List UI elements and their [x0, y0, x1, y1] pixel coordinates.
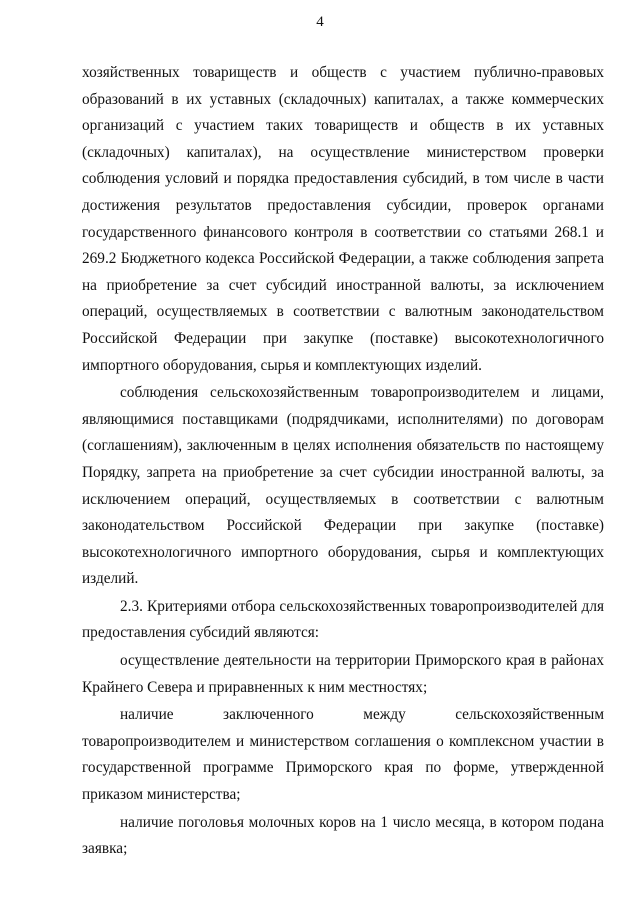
document-body [82, 60, 604, 863]
page-number: 4 [316, 14, 324, 30]
paragraph-2: соблюдения сельскохозяйственным товаропроизводителем и лицами, являющимися поставщиками (подрядчиками, исполнителями) по договорам (соглашениям), заключенным в целях исполнения обязательств по настоящему Порядку, запрета на приобретение за счет субсидии иностранной валюты, за исключением операций, осуществляемых в соответствии с валютным законодательством Российской Федерации при закупке (поставке) высокотехнологичного импортного оборудования, сырья и комплектующих изделий. [82, 384, 604, 588]
paragraph-6: наличие поголовья молочных коров на 1 число месяца, в котором подана заявка; [82, 813, 604, 858]
paragraph-5: наличие заключенного между сельскохозяйственным товаропроизводителем и министерством соглашения о комплексном участии в государственной программе Приморского края по форме, утвержденной приказом министерства; [82, 706, 604, 804]
paragraph-4: осуществление деятельности на территории Приморского края в районах Крайнего Севера и приравненных к ним местностях; [82, 652, 604, 696]
paragraph-3: 2.3. Критериями отбора сельскохозяйственных товаропроизводителей для предоставления субсидий являются: [82, 597, 604, 642]
paragraph-1: хозяйственных товариществ и обществ с участием публично-правовых образований в их уставных (складочных) капиталах, а также коммерческих организаций с участием таких товариществ и обществ в их уставных (складочных) капиталах), на осуществление министерством проверки соблюдения условий и порядка предоставления субсидий, в том числе в части достижения результатов предоставления субсидии, проверок органами государственного финансового контроля в соответствии со статьями 268.1 и 269.2 Бюджетного кодекса Российской Федерации, а также соблюдения запрета на приобретение за счет субсидий иностранной валюты, за исключением операций, осуществляемых в соответствии с валютным законодательством Российской Федерации при закупке (поставке) высокотехнологичного импортного оборудования, сырья и комплектующих изделий. [82, 64, 604, 374]
